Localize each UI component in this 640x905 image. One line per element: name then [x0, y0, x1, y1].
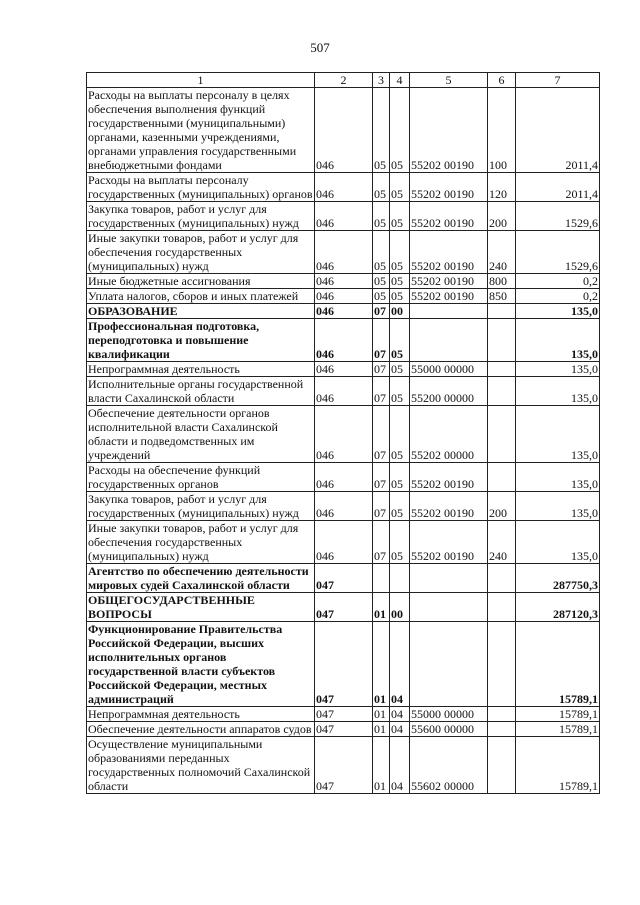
header-cell: 5	[410, 73, 488, 88]
row-section-cell: 05	[373, 88, 390, 173]
row-section-cell: 05	[373, 231, 390, 274]
row-expense-type-cell	[488, 707, 516, 722]
row-amount-cell: 135,0	[516, 377, 600, 406]
row-amount-cell: 1529,6	[516, 231, 600, 274]
row-name-cell: Обеспечение деятельности аппаратов судов	[87, 722, 315, 737]
header-cell: 1	[87, 73, 315, 88]
row-expense-type-cell: 240	[488, 231, 516, 274]
row-article-cell: 55000 00000	[410, 707, 488, 722]
row-expense-type-cell	[488, 406, 516, 463]
row-name-cell: Непрограммная деятельность	[87, 362, 315, 377]
row-article-cell: 55202 00190	[410, 521, 488, 564]
row-expense-type-cell	[488, 737, 516, 794]
row-amount-cell: 135,0	[516, 362, 600, 377]
row-section-cell: 05	[373, 173, 390, 202]
row-name-cell: Закупка товаров, работ и услуг для государственных (муниципальных) нужд	[87, 202, 315, 231]
header-cell: 4	[390, 73, 410, 88]
row-amount-cell: 287750,3	[516, 564, 600, 593]
row-amount-cell: 2011,4	[516, 173, 600, 202]
row-section-cell: 07	[373, 319, 390, 362]
budget-table	[86, 72, 600, 794]
table-row	[87, 492, 600, 521]
row-subsection-cell: 05	[390, 202, 410, 231]
row-amount-cell: 2011,4	[516, 88, 600, 173]
row-amount-cell: 15789,1	[516, 622, 600, 707]
row-code-cell: 047	[315, 622, 373, 707]
row-code-cell: 046	[315, 521, 373, 564]
row-subsection-cell: 00	[390, 304, 410, 319]
row-code-cell: 047	[315, 564, 373, 593]
row-subsection-cell: 05	[390, 274, 410, 289]
table-row	[87, 707, 600, 722]
row-amount-cell: 135,0	[516, 492, 600, 521]
row-expense-type-cell	[488, 362, 516, 377]
row-name-cell: Иные бюджетные ассигнования	[87, 274, 315, 289]
table-row	[87, 362, 600, 377]
row-code-cell: 046	[315, 406, 373, 463]
row-subsection-cell: 04	[390, 707, 410, 722]
table-row	[87, 622, 600, 707]
row-article-cell: 55202 00190	[410, 289, 488, 304]
row-article-cell: 55202 00190	[410, 492, 488, 521]
row-code-cell: 046	[315, 319, 373, 362]
row-name-cell: Осуществление муниципальными образованиями переданных государственных полномочий Сахалинской области	[87, 737, 315, 794]
row-name-cell: Обеспечение деятельности органов исполнительной власти Сахалинской области и подведомственных им учреждений	[87, 406, 315, 463]
row-amount-cell: 135,0	[516, 319, 600, 362]
row-subsection-cell: 05	[390, 289, 410, 304]
row-article-cell: 55202 00190	[410, 202, 488, 231]
row-subsection-cell: 00	[390, 593, 410, 622]
table-row	[87, 406, 600, 463]
row-expense-type-cell	[488, 319, 516, 362]
row-amount-cell: 135,0	[516, 521, 600, 564]
row-amount-cell: 1529,6	[516, 202, 600, 231]
row-amount-cell: 287120,3	[516, 593, 600, 622]
row-name-cell: Исполнительные органы государственной власти Сахалинской области	[87, 377, 315, 406]
header-cell: 7	[516, 73, 600, 88]
row-name-cell: Уплата налогов, сборов и иных платежей	[87, 289, 315, 304]
row-article-cell: 55202 00190	[410, 173, 488, 202]
row-article-cell: 55202 00190	[410, 88, 488, 173]
row-amount-cell: 135,0	[516, 406, 600, 463]
row-name-cell: Расходы на выплаты персоналу в целях обеспечения выполнения функций государственными (муниципальными) органами, казенными учреждениями, органами управления государственными внебюджетными фондами	[87, 88, 315, 173]
row-expense-type-cell: 100	[488, 88, 516, 173]
row-expense-type-cell: 200	[488, 492, 516, 521]
header-cell: 3	[373, 73, 390, 88]
row-subsection-cell: 05	[390, 406, 410, 463]
row-name-cell: Расходы на обеспечение функций государственных органов	[87, 463, 315, 492]
table-row	[87, 274, 600, 289]
row-code-cell: 046	[315, 173, 373, 202]
row-expense-type-cell	[488, 622, 516, 707]
row-expense-type-cell: 200	[488, 202, 516, 231]
row-article-cell	[410, 622, 488, 707]
row-subsection-cell: 05	[390, 173, 410, 202]
row-expense-type-cell	[488, 722, 516, 737]
row-amount-cell: 15789,1	[516, 737, 600, 794]
row-name-cell: ОБЩЕГОСУДАРСТВЕННЫЕ ВОПРОСЫ	[87, 593, 315, 622]
row-code-cell: 046	[315, 463, 373, 492]
row-article-cell: 55202 00190	[410, 274, 488, 289]
row-code-cell: 046	[315, 231, 373, 274]
row-name-cell: Расходы на выплаты персоналу государственных (муниципальных) органов	[88, 173, 313, 201]
row-code-cell: 047	[315, 707, 373, 722]
row-article-cell: 55600 00000	[410, 722, 488, 737]
row-code-cell: 046	[315, 377, 373, 406]
header-cell: 6	[488, 73, 516, 88]
row-expense-type-cell: 120	[488, 173, 516, 202]
row-subsection-cell: 05	[390, 492, 410, 521]
row-article-cell	[410, 304, 488, 319]
table-row	[87, 377, 600, 406]
row-section-cell: 07	[373, 463, 390, 492]
row-subsection-cell: 05	[390, 362, 410, 377]
row-section-cell: 01	[373, 593, 390, 622]
table-row	[87, 463, 600, 492]
table-row	[87, 231, 600, 274]
table-row	[87, 319, 600, 362]
row-expense-type-cell	[488, 463, 516, 492]
row-article-cell	[410, 319, 488, 362]
row-subsection-cell	[390, 564, 410, 593]
row-amount-cell: 0,2	[516, 289, 600, 304]
row-section-cell: 05	[373, 202, 390, 231]
row-section-cell: 01	[373, 707, 390, 722]
row-name-cell: Функционирование Правительства Российской Федерации, высших исполнительных органов государственной власти субъектов Российской Федерации, местных администраций	[87, 622, 315, 707]
table-body	[87, 73, 600, 794]
row-section-cell: 07	[373, 406, 390, 463]
row-amount-cell: 135,0	[516, 463, 600, 492]
row-subsection-cell: 05	[390, 521, 410, 564]
row-section-cell: 01	[373, 722, 390, 737]
table-row	[87, 593, 600, 622]
row-expense-type-cell	[488, 593, 516, 622]
row-subsection-cell: 05	[390, 88, 410, 173]
row-article-cell: 55000 00000	[410, 362, 488, 377]
row-expense-type-cell: 850	[488, 289, 516, 304]
table-header-row	[87, 73, 600, 88]
row-name-cell: Закупка товаров, работ и услуг для государственных (муниципальных) нужд	[87, 492, 315, 521]
row-section-cell: 07	[373, 377, 390, 406]
row-code-cell: 047	[315, 593, 373, 622]
row-amount-cell: 15789,1	[516, 707, 600, 722]
row-name-cell: Профессиональная подготовка, переподготовка и повышение квалификации	[87, 319, 315, 362]
row-section-cell: 07	[373, 521, 390, 564]
row-code-cell: 047	[315, 737, 373, 794]
row-expense-type-cell: 240	[488, 521, 516, 564]
row-expense-type-cell: 800	[488, 274, 516, 289]
table-row	[87, 304, 600, 319]
row-code-cell: 046	[315, 202, 373, 231]
table-row	[87, 722, 600, 737]
row-section-cell: 05	[373, 274, 390, 289]
table-row	[87, 737, 600, 794]
row-code-cell: 046	[315, 88, 373, 173]
table-row	[87, 564, 600, 593]
row-article-cell: 55202 00000	[410, 406, 488, 463]
row-subsection-cell: 05	[390, 463, 410, 492]
row-subsection-cell: 04	[390, 622, 410, 707]
row-section-cell: 01	[373, 622, 390, 707]
row-expense-type-cell	[488, 377, 516, 406]
row-subsection-cell: 04	[390, 737, 410, 794]
row-amount-cell: 0,2	[516, 274, 600, 289]
row-expense-type-cell	[488, 564, 516, 593]
row-code-cell: 046	[315, 362, 373, 377]
row-amount-cell: 135,0	[516, 304, 600, 319]
row-name-cell: Иные закупки товаров, работ и услуг для обеспечения государственных (муниципальных) нужд	[87, 231, 315, 274]
row-name-cell: Непрограммная деятельность	[87, 707, 315, 722]
header-cell: 2	[315, 73, 373, 88]
row-subsection-cell: 05	[390, 319, 410, 362]
row-section-cell	[373, 564, 390, 593]
row-code-cell: 046	[315, 304, 373, 319]
row-name-cell: ОБРАЗОВАНИЕ	[87, 304, 315, 319]
row-section-cell: 07	[373, 492, 390, 521]
row-article-cell	[410, 564, 488, 593]
row-code-cell: 046	[315, 274, 373, 289]
row-code-cell: 046	[315, 289, 373, 304]
row-section-cell: 01	[373, 737, 390, 794]
row-subsection-cell: 05	[390, 377, 410, 406]
row-article-cell: 55202 00190	[410, 463, 488, 492]
row-article-cell: 55202 00190	[410, 231, 488, 274]
row-expense-type-cell	[488, 304, 516, 319]
row-article-cell: 55602 00000	[410, 737, 488, 794]
row-section-cell: 07	[373, 304, 390, 319]
row-section-cell: 05	[373, 289, 390, 304]
row-subsection-cell: 05	[390, 231, 410, 274]
row-code-cell: 047	[315, 722, 373, 737]
table-row	[87, 173, 600, 202]
page-number: 507	[310, 40, 330, 55]
row-article-cell	[410, 593, 488, 622]
row-name-cell: Иные закупки товаров, работ и услуг для обеспечения государственных (муниципальных) нужд	[87, 521, 315, 564]
table-row	[87, 88, 600, 173]
row-section-cell: 07	[373, 362, 390, 377]
row-name-cell: Агентство по обеспечению деятельности мировых судей Сахалинской области	[87, 564, 315, 593]
table-row	[87, 289, 600, 304]
table-row	[87, 521, 600, 564]
row-code-cell: 046	[315, 492, 373, 521]
row-subsection-cell: 04	[390, 722, 410, 737]
table-row	[87, 202, 600, 231]
row-article-cell: 55200 00000	[410, 377, 488, 406]
row-amount-cell: 15789,1	[516, 722, 600, 737]
